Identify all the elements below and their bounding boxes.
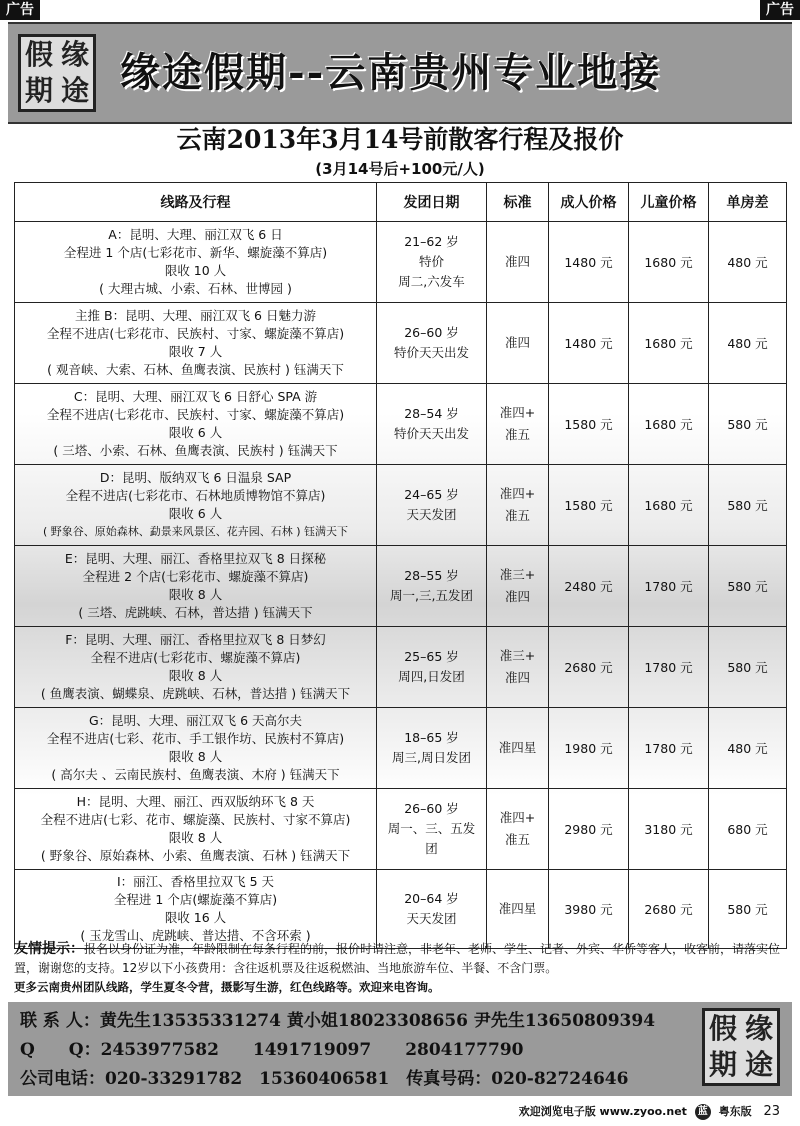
single-supplement-cell: 580 元 [709,384,787,465]
single-supplement-cell: 580 元 [709,465,787,546]
table-row [15,465,787,546]
standard-line: 准四 [504,670,530,685]
route-line: 全程进 1 个店(七彩花市、新华、螺旋藻不算店) [63,245,328,260]
date-cell [377,627,487,708]
contact-phone: 公司电话：020-33291782 15360406581 传真号码：020-82724646 [20,1069,629,1089]
route-cell [15,465,377,546]
route-line: 全程不进店(七彩花市、石林地质博物馆不算店) [65,488,326,503]
route-line: 主推 B：昆明、大理、丽江双飞 6 日魅力游 [75,308,316,323]
edition-badge-icon: 蓝 [695,1104,711,1120]
table-row [15,384,787,465]
adult-price-cell: 2480 元 [549,546,629,627]
ad-label-left: 广告 [0,0,40,20]
route-line: 限收 8 人 [168,830,223,845]
header-banner [8,22,792,124]
date-line: 周二,六发车 [398,274,465,289]
standard-line: 准四+ [499,810,536,825]
standard-line: 准四 [504,589,530,604]
table-row [15,870,787,949]
seal-char: 假 [24,38,53,71]
single-supplement-cell: 480 元 [709,708,787,789]
date-cell [377,870,487,949]
single-supplement-cell: 480 元 [709,303,787,384]
route-line: 全程不进店(七彩花市、民族村、寸家、螺旋藻不算店) [46,326,345,341]
date-cell [377,789,487,870]
single-supplement-cell: 480 元 [709,222,787,303]
date-cell [377,708,487,789]
date-line: 团 [425,841,438,856]
date-cell [377,222,487,303]
page-subtitle: (3月14号后+100元/人) [315,160,485,178]
route-cell [15,546,377,627]
col-header-single-supplement: 单房差 [709,183,787,222]
route-line: E：昆明、大理、丽江、香格里拉双飞 8 日探秘 [64,551,327,566]
date-line: 28–54 岁 [404,406,459,421]
route-line: ( 观音峡、大索、石林、鱼鹰表演、民族村 ) 钰满天下 [47,362,344,377]
date-line: 26–60 岁 [404,325,459,340]
standard-cell [487,708,549,789]
route-line: 全程进 2 个店(七彩花市、螺旋藻不算店) [82,569,309,584]
route-line: ( 鱼鹰表演、蝴蝶泉、虎跳峡、石林，普达措 ) 钰满天下 [40,686,351,701]
child-price-cell: 1680 元 [629,222,709,303]
seal-char: 假 [708,1012,737,1045]
route-line: 全程不进店(七彩、花市、螺旋藻、民族村、寸家不算店) [40,812,351,827]
seal-char: 途 [60,74,89,107]
single-supplement-cell: 580 元 [709,870,787,949]
route-cell [15,789,377,870]
table-row [15,303,787,384]
col-header-adult-price: 成人价格 [549,183,629,222]
route-line: 限收 6 人 [168,506,223,521]
adult-price-cell: 1580 元 [549,465,629,546]
date-line: 周三,周日发团 [392,750,471,765]
standard-line: 准四 [504,254,530,269]
standard-line: 准五 [504,427,530,442]
route-line: 限收 8 人 [168,668,223,683]
col-header-child-price: 儿童价格 [629,183,709,222]
standard-line: 准三+ [499,567,536,582]
child-price-cell: 1780 元 [629,708,709,789]
date-line: 20–64 岁 [404,891,459,906]
route-cell [15,303,377,384]
route-cell [15,870,377,949]
route-line: H：昆明、大理、丽江、西双版纳环飞 8 天 [76,794,315,809]
date-line: 天天发团 [406,507,457,522]
date-line: 24–65 岁 [404,487,459,502]
contact-people: 联 系 人：黄先生13535331274 黄小姐18023308656 尹先生13650809394 [20,1011,656,1031]
brand-seal-logo [18,34,96,112]
date-line: 26–60 岁 [404,801,459,816]
standard-line: 准三+ [499,648,536,663]
route-line: ( 野象谷、原始森林、小索、鱼鹰表演、石林 ) 钰满天下 [40,848,351,863]
date-line: 特价天天出发 [393,426,469,441]
date-line: 天天发团 [406,911,457,926]
route-line: I：丽江、香格里拉双飞 5 天 [116,874,275,889]
route-cell [15,708,377,789]
col-header-route: 线路及行程 [15,183,377,222]
seal-char: 缘 [60,38,89,71]
child-price-cell: 1780 元 [629,627,709,708]
standard-cell [487,222,549,303]
standard-cell [487,384,549,465]
standard-line: 准四星 [498,901,537,916]
date-line: 周一、三、五发 [387,821,476,836]
date-cell [377,465,487,546]
route-line: ( 野象谷、原始森林、勐景来风景区、花卉园、石林 ) 钰满天下 [42,525,349,538]
date-line: 18–65 岁 [404,730,459,745]
adult-price-cell: 1480 元 [549,303,629,384]
adult-price-cell: 1980 元 [549,708,629,789]
standard-cell [487,789,549,870]
page-number: 23 [763,1104,780,1119]
table-row [15,627,787,708]
route-line: C：昆明、大理、丽江双飞 6 日舒心 SPA 游 [73,389,318,404]
itinerary-table [14,182,787,949]
standard-line: 准五 [504,508,530,523]
col-header-date: 发团日期 [377,183,487,222]
headline: 缘途假期--云南贵州专业地接 [120,49,662,96]
route-line: 限收 6 人 [168,425,223,440]
route-line: 全程不进店(七彩、花市、手工银作坊、民族村不算店) [46,731,345,746]
route-line: 全程不进店(七彩花市、螺旋藻不算店) [90,650,301,665]
standard-line: 准四+ [499,486,536,501]
notice-section [14,940,786,997]
route-line: 限收 16 人 [164,910,227,925]
date-line: 周四,日发团 [398,669,465,684]
route-line: 限收 8 人 [168,749,223,764]
date-cell [377,546,487,627]
notice-label: 友情提示： [14,941,84,957]
table-row [15,222,787,303]
adult-price-cell: 2980 元 [549,789,629,870]
route-line: 限收 7 人 [168,344,223,359]
date-line: 特价天天出发 [393,345,469,360]
child-price-cell: 1680 元 [629,303,709,384]
table-row [15,708,787,789]
col-header-standard: 标准 [487,183,549,222]
adult-price-cell: 1480 元 [549,222,629,303]
standard-line: 准四 [504,335,530,350]
page-title: 云南2013年3月14号前散客行程及报价 [176,125,624,154]
table-row [15,789,787,870]
standard-cell [487,870,549,949]
seal-char: 期 [708,1048,737,1081]
child-price-cell: 3180 元 [629,789,709,870]
single-supplement-cell: 580 元 [709,546,787,627]
standard-line: 准五 [504,832,530,847]
route-line: ( 玉龙雪山、虎跳峡、普达措、不含环索 ) [80,928,311,943]
seal-char: 缘 [744,1012,773,1045]
contact-banner [8,1002,792,1096]
ad-label-right: 广告 [760,0,800,20]
child-price-cell: 1680 元 [629,465,709,546]
date-line: 28–55 岁 [404,568,459,583]
standard-cell [487,546,549,627]
seal-char: 途 [744,1048,773,1081]
standard-cell [487,627,549,708]
standard-line: 准四星 [498,740,537,755]
route-line: 全程不进店(七彩花市、民族村、寸家、螺旋藻不算店) [46,407,345,422]
date-line: 周一,三,五发团 [390,588,473,603]
adult-price-cell: 3980 元 [549,870,629,949]
date-cell [377,303,487,384]
child-price-cell: 1680 元 [629,384,709,465]
date-line: 特价 [418,254,444,269]
route-line: F：昆明、大理、丽江、香格里拉双飞 8 日梦幻 [65,632,326,647]
standard-cell [487,303,549,384]
seal-char: 期 [24,74,53,107]
date-line: 21–62 岁 [404,234,459,249]
child-price-cell: 1780 元 [629,546,709,627]
route-line: ( 三塔、小索、石林、鱼鹰表演、民族村 ) 钰满天下 [53,443,338,458]
single-supplement-cell: 580 元 [709,627,787,708]
route-line: 全程进 1 个店(螺旋藻不算店) [113,892,278,907]
brand-seal-logo [702,1008,780,1086]
route-line: D：昆明、版纳双飞 6 日温泉 SAP [99,470,292,485]
route-line: 限收 8 人 [168,587,223,602]
route-cell [15,384,377,465]
date-line: 25–65 岁 [404,649,459,664]
route-line: ( 大理古城、小索、石林、世博园 ) [99,281,292,296]
date-cell [377,384,487,465]
footer-website-text: 欢迎浏览电子版 www.zyoo.net [518,1105,687,1118]
route-cell [15,627,377,708]
notice-extra: 更多云南贵州团队线路，学生夏冬令营，摄影写生游，红色线路等。欢迎来电咨询。 [14,980,440,994]
table-row [15,546,787,627]
single-supplement-cell: 680 元 [709,789,787,870]
adult-price-cell: 1580 元 [549,384,629,465]
child-price-cell: 2680 元 [629,870,709,949]
notice-text: 报名以身份证为准，年龄限制在每条行程的前，报价时请注意，非老年、老师、学生、记者、外宾、华侨等客人，收客前，请落实位置，谢谢您的支持。12岁以下小孩费用：含往返机票及往返税燃油、当地旅游车位、半餐、不含门票。 [14,942,781,975]
adult-price-cell: 2680 元 [549,627,629,708]
standard-line: 准四+ [499,405,536,420]
page-footer [519,1100,780,1124]
route-cell [15,222,377,303]
route-line: 限收 10 人 [164,263,227,278]
table-header-row [15,183,787,222]
standard-cell [487,465,549,546]
footer-edition: 粤东版 [718,1105,752,1118]
route-line: G：昆明、大理、丽江双飞 6 天高尔夫 [88,713,303,728]
route-line: ( 高尔夫 、云南民族村、鱼鹰表演、木府 ) 钰满天下 [51,767,340,782]
contact-qq: Q Q：2453977582 1491719097 2804177790 [20,1040,524,1060]
route-line: A：昆明、大理、丽江双飞 6 日 [108,227,283,242]
route-line: ( 三塔、虎跳峡、石林，普达措 ) 钰满天下 [78,605,313,620]
